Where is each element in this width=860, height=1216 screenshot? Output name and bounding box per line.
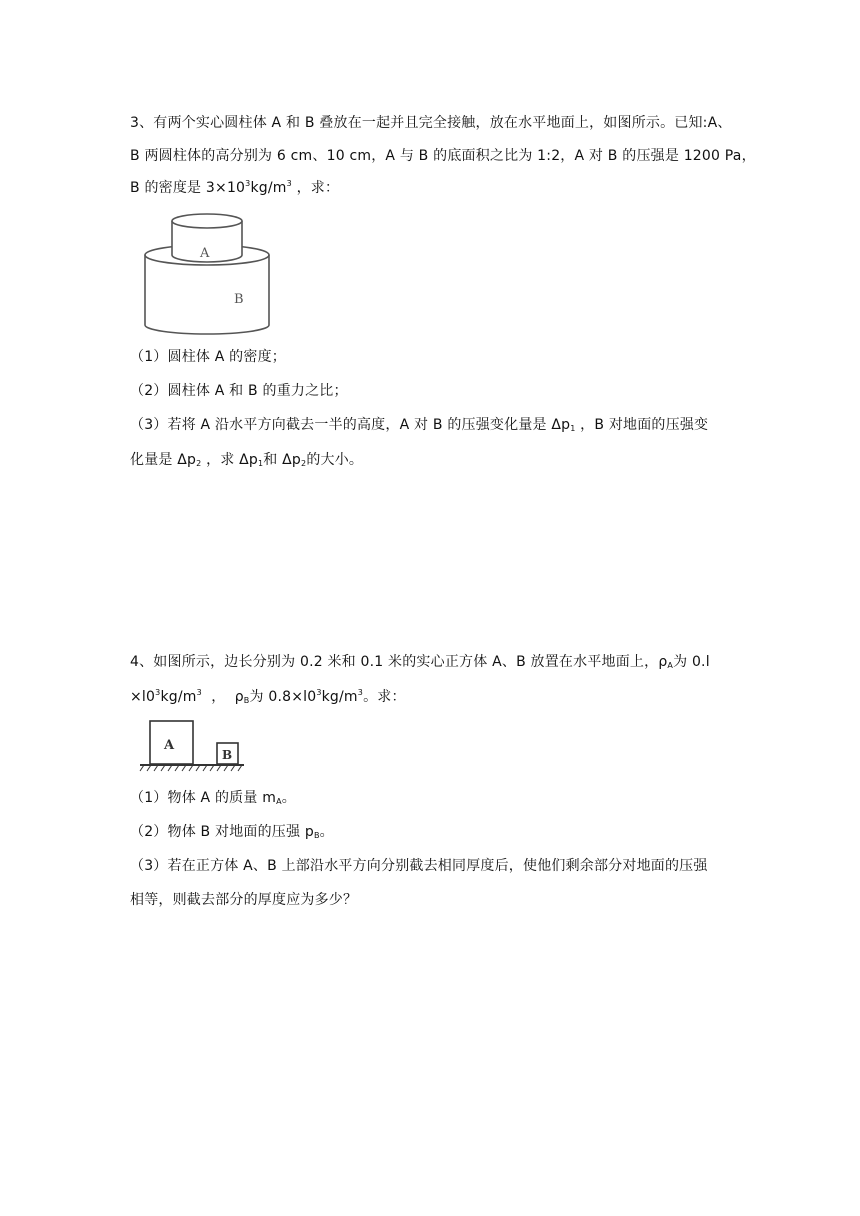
q4-sub-question-1: （1）物体 A 的质量 $m_A$。 (130, 790, 296, 806)
q4-sub-question-3-line-2: 相等，则截去部分的厚度应为多少？ (130, 892, 358, 908)
cube-a-label: A (164, 738, 175, 753)
q3-stacked-cylinders-figure (140, 213, 275, 339)
cube-b-label: B (222, 748, 233, 762)
q4-sub-question-2: （2）物体 B 对地面的压强 $p_B$。 (130, 824, 334, 840)
q3-sub-question-3-line-1: （3）若将 A 沿水平方向截去一半的高度，A 对 B 的压强变化量是 $\Delta p_1$ ，B 对地面的压强变 (130, 417, 709, 433)
cylinder-a-label: A (200, 246, 210, 261)
q3-sub-question-2: （2）圆柱体 A 和 B 的重力之比； (130, 383, 348, 399)
q3-sub-question-1: （1）圆柱体 A 的密度； (130, 349, 286, 365)
q4-stem-line-2: $\times l0^3kg/m^3$ ， $\rho_B$为 $0.8\times l0^3kg/m^3$。求： (130, 688, 406, 705)
q3-stem-line-1: 3、有两个实心圆柱体 A 和 B 叠放在一起并且完全接触，放在水平地面上，如图所示。已知:A、 (130, 115, 732, 131)
cylinder-b-label: B (234, 292, 244, 307)
q4-sub-question-3-line-1: （3）若在正方体 A、B 上部沿水平方向分别截去相同厚度后，使他们剩余部分对地面的压强 (130, 858, 708, 874)
cylinder-b-body (145, 255, 269, 334)
q3-stem-line-3: B 的密度是 $3\times 10^3kg/m^3$ ，求： (130, 179, 340, 196)
q3-stem-line-2: B 两圆柱体的高分别为 6 cm、10 cm，A 与 B 的底面积之比为 1:2，A 对 B 的压强是 1200 Pa， (130, 148, 756, 164)
q3-sub-question-3-line-2: 化量是 $\Delta p_2$ ，求 $\Delta p_1$和 $\Delta p_2$的大小。 (130, 452, 364, 468)
q4-cubes-figure (138, 717, 246, 777)
cylinder-a-top (172, 214, 242, 228)
q4-stem-line-1: 4、如图所示，边长分别为 0.2 米和 0.1 米的实心正方体 A、B 放置在水平地面上，$\rho_A$为 0.l (130, 654, 710, 670)
